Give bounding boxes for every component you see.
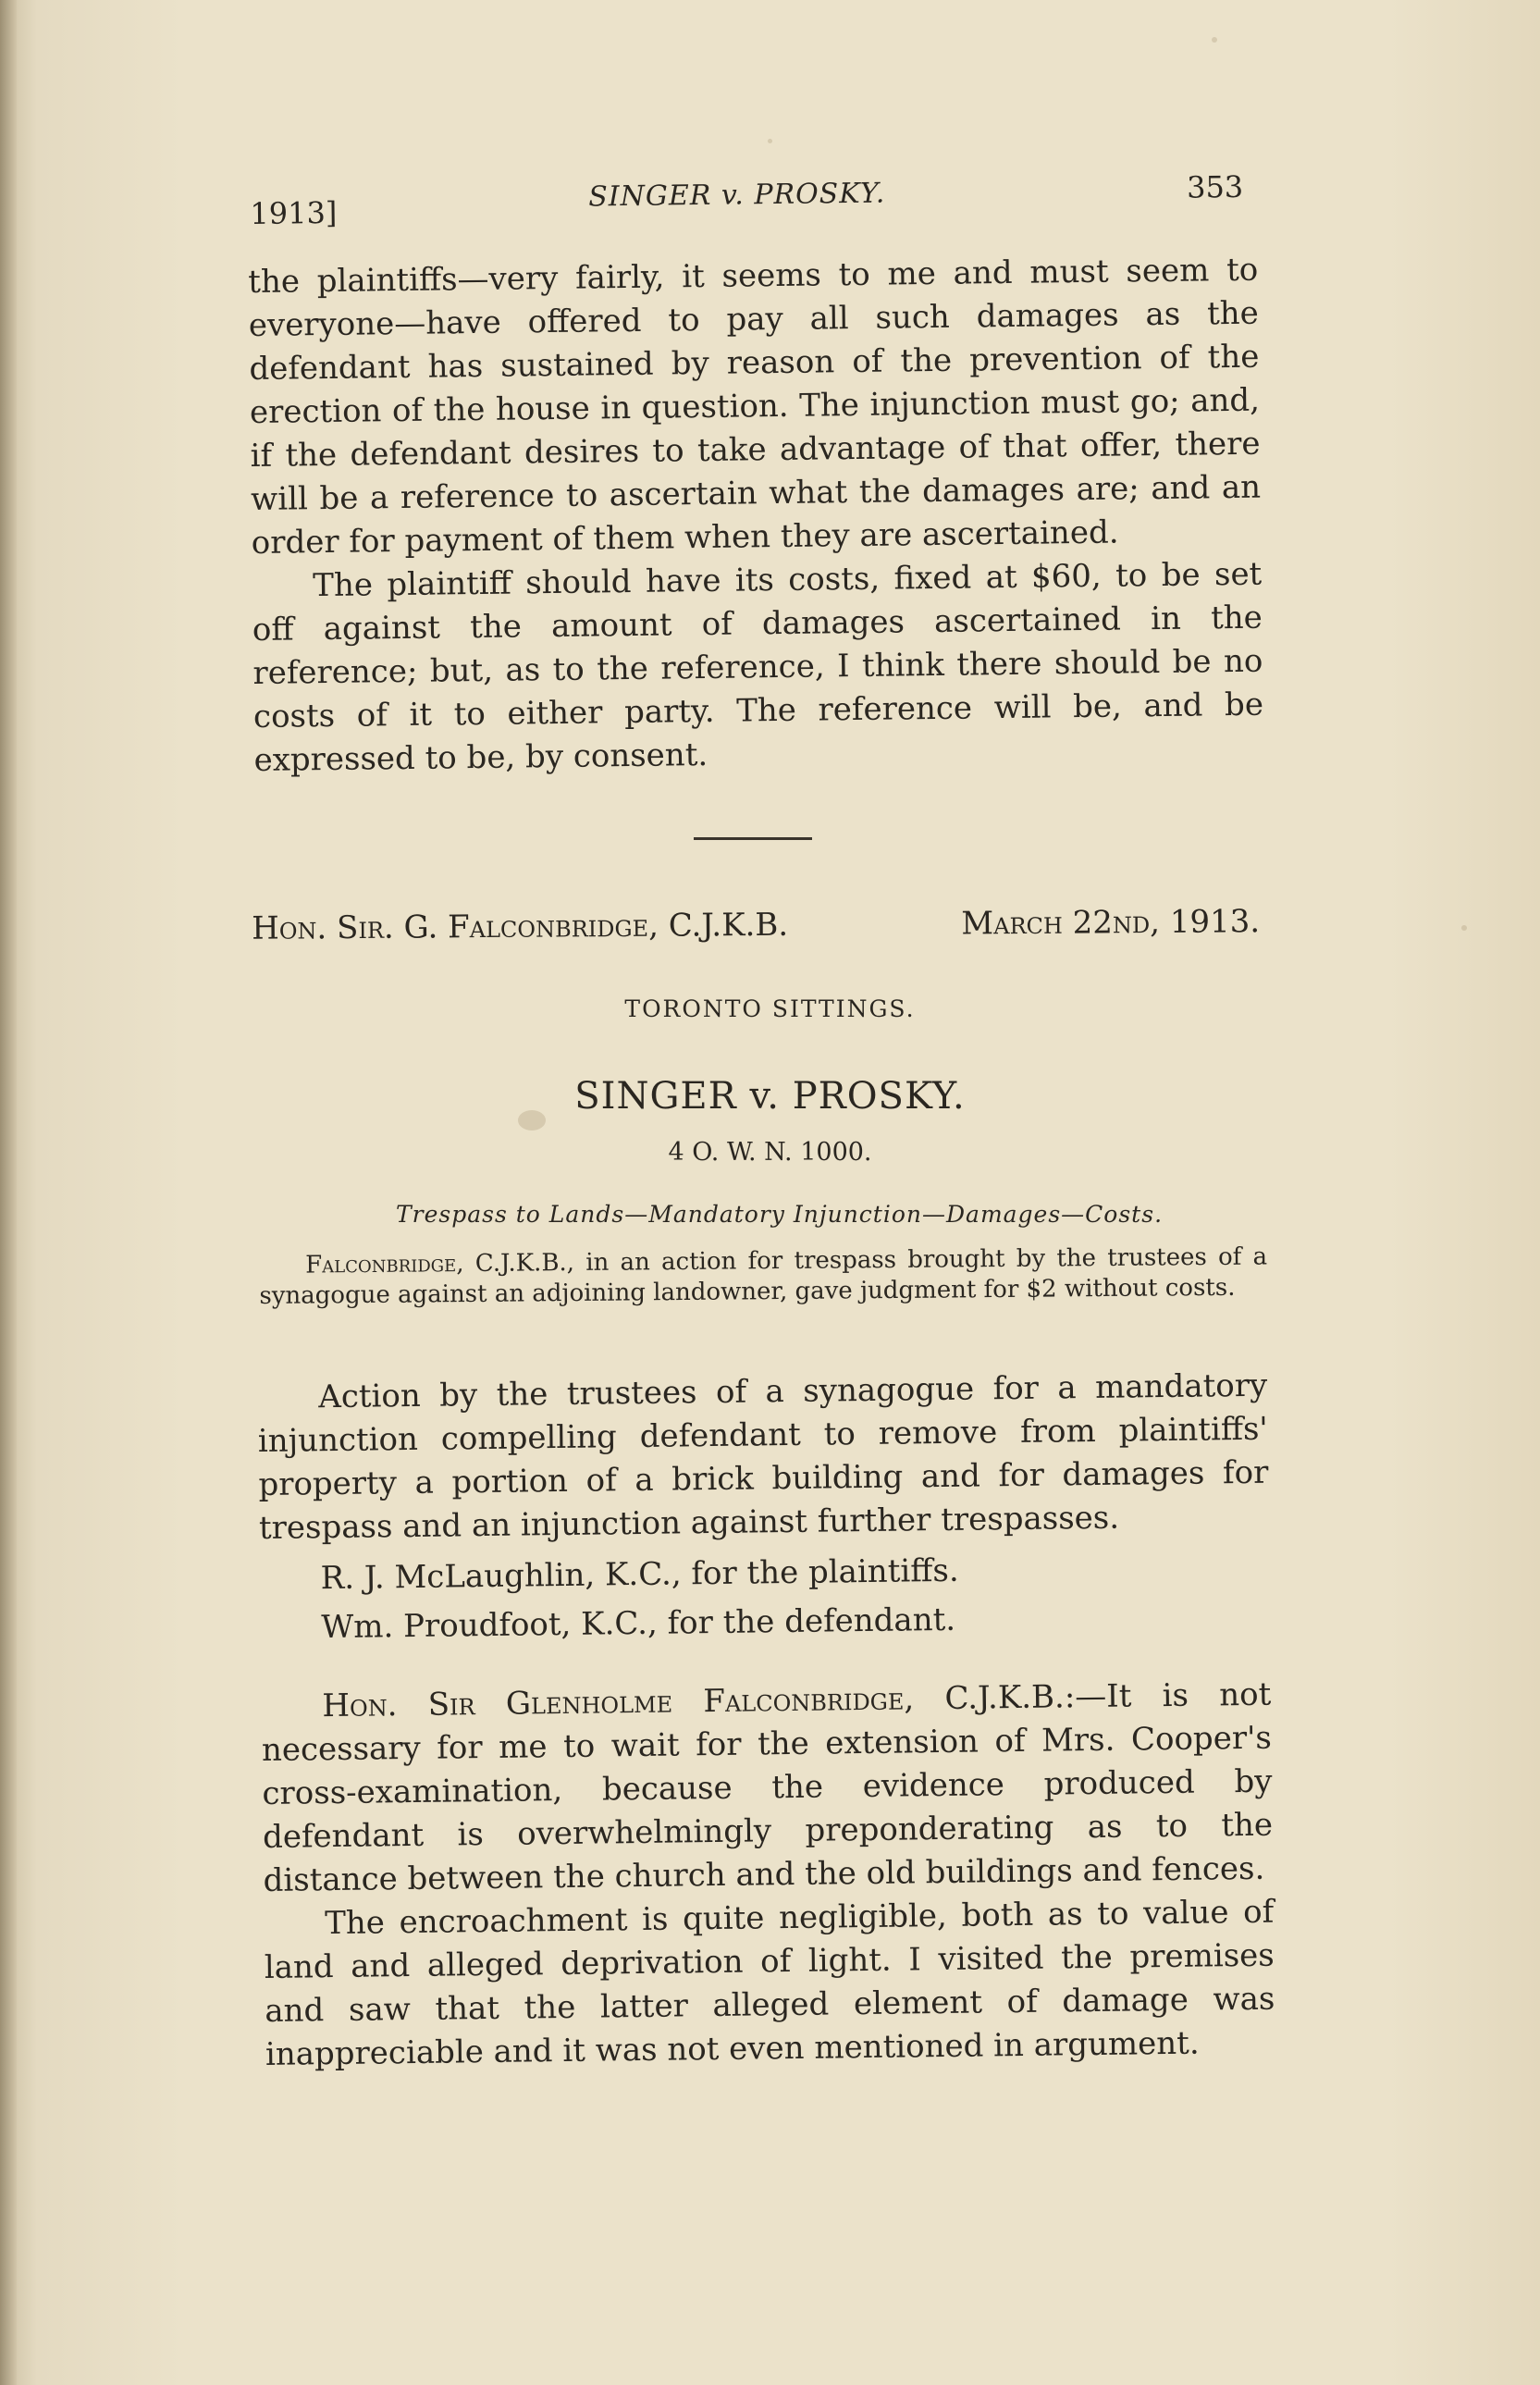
running-title: SINGER v. PROSKY. <box>588 177 886 214</box>
counsel-defendant: Wm. Proudfoot, K.C., for the defendant. <box>321 1600 956 1647</box>
judge-name: Hon. Sir. G. Falconbridge, C.J.K.B. <box>252 906 789 947</box>
case-citation: 4 O. W. N. 1000. <box>668 1138 872 1167</box>
paragraph-costs: The plaintiff should have its costs, fixed at $60, to be set off against the amount of damages ascertained in the reference; but, as to the reference, I think there should be no costs of it to either party. The reference will be, and be expressed to be, by consent. <box>252 555 1264 779</box>
action-paragraph: Action by the trustees of a synagogue for a mandatory injunction compelling defendant to remove from plaintiffs' property a portion of a brick building and for damages for trespass and an injunction against further trespasses. <box>257 1366 1269 1547</box>
judgment-speaker: Hon. Sir Glenholme Falconbridge, C.J.K.B. <box>322 1678 1066 1725</box>
running-header <box>246 168 1259 231</box>
header-year: 1913] <box>250 194 338 231</box>
paragraph-continuation: the plaintiffs—very fairly, it seems to me and must seem to everyone—have offered to pay all such damages as the defendant has sustained by reason of the prevention of the erection of the house in question. The injunction must go; and, if the defendant desires to take advantage of that offer, there will be a reference to ascertain what the damages are; and an order for payment of them when they are ascertained. <box>248 251 1262 562</box>
counsel-plaintiffs: R. J. McLaughlin, K.C., for the plaintiffs. <box>320 1551 959 1598</box>
headnote <box>259 1242 1268 1312</box>
case-title: SINGER v. PROSKY. <box>574 1075 966 1118</box>
court-venue: TORONTO SITTINGS. <box>624 995 916 1022</box>
decision-date: March 22nd, 1913. <box>961 903 1261 943</box>
headnote-text: C.J.K.B., in an action for trespass brought by the trustees of a synagogue against an adjoining landowner, gave judgment for $2 without costs. <box>259 1242 1268 1310</box>
body-text-block <box>257 1365 1275 2077</box>
page-number: 353 <box>1186 168 1244 205</box>
top-text-block <box>248 249 1264 783</box>
section-divider <box>694 837 812 840</box>
catchwords: Trespass to Lands—Mandatory Injunction—Damages—Costs. <box>395 1201 1164 1228</box>
judgment-paragraph <box>261 1674 1274 1903</box>
judgment-text: :—It is not necessary for me to wait for the extension of Mrs. Cooper's cross-examination, because the evidence produced by defendant is overwhelmingly preponderating as to the distance between the church and the old buildings and fences. <box>261 1675 1274 1899</box>
headnote-judge: Falconbridge, <box>305 1250 464 1279</box>
judge-date-line <box>252 903 1261 947</box>
final-paragraph: The encroachment is quite negligible, both as to value of land and alleged deprivation of light. I visited the premises and saw that the latter alleged element of damage was inappreciable and it was not even mentioned in argument. <box>264 1893 1275 2073</box>
